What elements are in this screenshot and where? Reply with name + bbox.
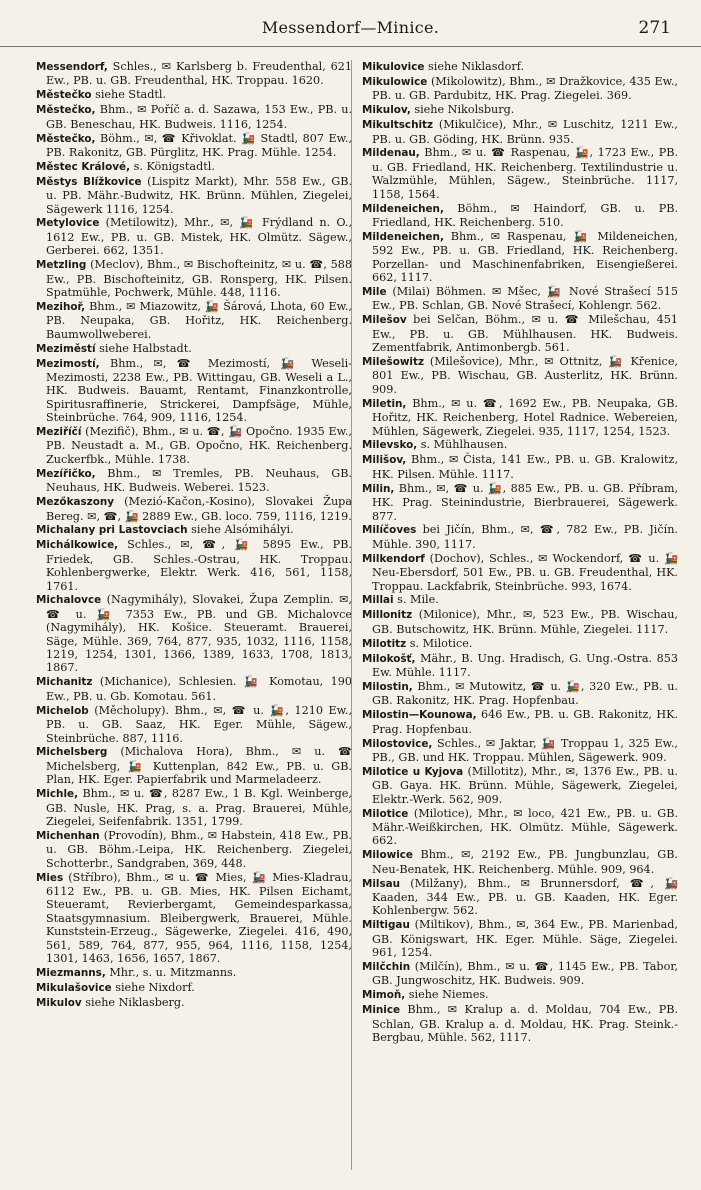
entry-text: s. Mile. <box>397 593 439 607</box>
gazetteer-entry <box>362 202 678 230</box>
entry-headword: Metzling <box>36 259 87 272</box>
entry-text: siehe Nixdorf. <box>115 980 195 994</box>
gazetteer-entry <box>36 704 352 745</box>
entry-headword: Milevsko, <box>362 439 418 452</box>
entry-text: (Dochov), Schles., ✉ Wockendorf, ☎ u. 🚂 Neu-Ebersdorf, 501 Ew., PB. u. GB. Freudenthal, HK. Troppau. Lackfabrik, Steinbrüche. 993, 1674. <box>372 551 678 593</box>
entry-headword: Mikulov <box>36 996 82 1009</box>
gazetteer-entry <box>36 675 352 703</box>
entry-headword: Mikulov, <box>362 104 411 117</box>
entry-headword: Meziříčí <box>36 426 82 439</box>
entry-headword: Milin, <box>362 482 395 495</box>
entry-headword: Michálkowice, <box>36 539 119 552</box>
entry-headword: Michenhan <box>36 829 100 842</box>
entry-text: s. Königstadtl. <box>133 159 215 173</box>
entry-text: (Nagymihály), Slovakei, Župa Zemplin. ✉, ☎ u. 🚂 7353 Ew., PB. und GB. Michalovce (Nagymihály), HK. Košice. Steueramt. Brauerei, Säge, Mühle. 369, 764, 877, 935, 1032, 1116, 1158, 1219, 1254, 1301, 1366, 1389, 1633, 1708, 1813, 1867. <box>46 593 352 675</box>
entry-text: Bhm., ✉ Čista, 141 Ew., PB. u. GB. Kralowitz, HK. Pilsen. Mühle. 1117. <box>372 453 678 481</box>
entry-headword: Mezířičko, <box>36 467 96 480</box>
entry-headword: Meziměstí <box>36 342 96 355</box>
entry-headword: Mikultschitz <box>362 119 434 132</box>
entry-text: Bhm., ✉ Miazowitz, 🚂 Šárová, Lhota, 60 Ew., PB. Neupaka, GB. Hořitz, HK. Reichenberg. Baumwollweberei. <box>46 299 352 341</box>
entry-headword: Mile <box>362 286 387 298</box>
entry-text: (Milonice), Mhr., ✉, 523 Ew., PB. Wischau, GB. Butschowitz, HK. Brünn. Mühle, Ziegelei. 1117. <box>372 608 678 636</box>
gazetteer-entry <box>362 60 678 74</box>
entry-headword: Michalany pri Lastovciach <box>36 524 188 537</box>
entry-headword: Milsau <box>362 877 401 890</box>
entry-text: (Michalova Hora), Bhm., ✉ u. ☎ Michelsberg, 🚂 Kuttenplan, 842 Ew., PB. u. GB. Plan, HK. Eger. Papierfabrik und Marmeladeerz. <box>46 745 352 787</box>
entry-text: Mähr., B. Ung. Hradisch, G. Ung.-Ostra. 853 Ew. Mühle. 1117. <box>372 651 678 679</box>
gazetteer-entry <box>36 357 352 425</box>
entry-text: (Milotice), Mhr., ✉ loco, 421 Ew., PB. u. GB. Mähr.-Weißkirchen, HK. Olmütz. Mühle, Sägewerk. 662. <box>372 806 678 848</box>
entry-headword: Městečko, <box>36 132 96 145</box>
gazetteer-entry <box>36 593 352 674</box>
entry-headword: Michanitz <box>36 676 93 689</box>
entry-headword: Milowice <box>362 849 413 862</box>
entry-headword: Milčchin <box>362 961 411 973</box>
gazetteer-entry <box>362 438 678 452</box>
entry-text: (Mikolowitz), Bhm., ✉ Dražkovice, 435 Ew., PB. u. GB. Pardubitz, HK. Prag. Ziegelei. 369. <box>372 74 678 103</box>
gazetteer-entry <box>362 230 678 285</box>
entry-text: Bhm., ✉, 2192 Ew., PB. Jungbunzlau, GB. Neu-Benatek, HK. Reichenberg. Mühle. 909, 964. <box>372 848 678 876</box>
gazetteer-entry <box>36 160 352 174</box>
entry-text: bei Selčan, Böhm., ✉ u. ☎ Milešchau, 451 Ew., PB. u. GB. Mühlhausen. HK. Budweis. Zementfabrik, Antimonbergb. 561. <box>372 313 678 355</box>
entry-text: (Miltikov), Bhm., ✉, 364 Ew., PB. Marienbad, GB. Königswart, HK. Eger. Mühle. Säge, Ziegelei. 961, 1254. <box>372 918 678 960</box>
entry-headword: Michelsberg <box>36 746 108 759</box>
gazetteer-entry <box>36 829 352 870</box>
entry-headword: Mikulowice <box>362 75 428 88</box>
gazetteer-entry <box>36 981 352 995</box>
entry-text: (Provodín), Bhm., ✉ Habstein, 418 Ew., PB. u. GB. Böhm.-Leipa, HK. Reichenberg. Ziegelei, Schotterbr., Sandgraben, 369, 448. <box>46 828 352 870</box>
page-header <box>0 12 701 47</box>
entry-text: Bhm., ✉ u. ☎, 8287 Ew., 1 B. Kgl. Weinberge, GB. Nusle, HK. Prag, s. a. Prag. Brauerei, Mühle, Ziegelei, Seifenfabrik. 1351, 1799. <box>46 787 352 828</box>
entry-text: siehe Niklasberg. <box>85 995 185 1009</box>
gazetteer-entry <box>362 652 678 680</box>
gazetteer-entry <box>362 482 678 523</box>
entry-headword: Mezimostí, <box>36 357 100 370</box>
entry-headword: Michelob <box>36 704 89 717</box>
entry-headword: Mies <box>36 871 64 884</box>
entry-text: Bhm., ✉ u. ☎ Raspenau, 🚂, 1723 Ew., PB. u. GB. Friedland, HK. Reichenberg. Textilindustrie u. Walzmühle, Mühlen, Sägew., Steinbrüche. 1117, 1158, 1564. <box>372 146 679 201</box>
entry-text: (Lispitz Markt), Mhr. 558 Ew., GB. u. PB. Mähr.-Budwitz, HK. Brünn. Mühlen, Ziegelei, Sägewerk 1116, 1254. <box>46 174 353 216</box>
entry-text: Bhm., ✉ u. ☎, 1692 Ew., PB. Neupaka, GB. Hořitz, HK. Reichenberg, Hotel Radnice. Webereien, Mühlen, Sägewerk, Ziegelei. 935, 1117, 1254, 1523. <box>372 396 678 438</box>
gazetteer-entry <box>36 175 352 216</box>
gazetteer-entry <box>36 745 352 786</box>
entry-headword: Mildeneichen, <box>362 202 444 215</box>
entry-text: siehe Halbstadt. <box>99 341 192 355</box>
entry-headword: Milostin, <box>362 680 413 693</box>
entry-headword: Mildenau, <box>362 147 420 160</box>
entry-text: Schles., ✉ Karlsberg b. Freudenthal, 621 Ew., PB. u. GB. Freudenthal, HK. Troppau. 1620. <box>46 60 352 88</box>
gazetteer-entry <box>36 216 352 257</box>
gazetteer-entry <box>36 966 352 980</box>
entry-headword: Millai <box>362 594 394 607</box>
gazetteer-entry <box>36 342 352 356</box>
entry-headword: Milešov <box>362 314 407 327</box>
gazetteer-entry <box>36 132 352 160</box>
entry-text: bei Jičín, Bhm., ✉, ☎, 782 Ew., PB. Jičín. Mühle. 390, 1117. <box>372 523 678 551</box>
gazetteer-entry <box>362 118 678 146</box>
gazetteer-entry <box>36 258 352 299</box>
entry-headword: Mezőkaszony <box>36 496 115 509</box>
entry-headword: Milostin—Kounowa, <box>362 709 477 722</box>
entry-headword: Mikulovice <box>362 61 425 73</box>
left-column <box>36 60 352 1011</box>
entry-headword: Milotice u Kyjova <box>362 765 464 778</box>
gazetteer-entry <box>362 523 678 551</box>
gazetteer-entry <box>36 523 352 537</box>
entry-headword: Městys Blížkovice <box>36 175 142 188</box>
entry-headword: Milotice <box>362 807 409 820</box>
gazetteer-entry <box>362 103 678 117</box>
entry-headword: Milkendorf <box>362 552 425 565</box>
entry-headword: Michalovce <box>36 594 102 607</box>
entry-headword: Miltigau <box>362 919 410 932</box>
entry-headword: Millonitz <box>362 609 413 622</box>
gazetteer-entry <box>362 765 678 806</box>
entry-text: (Mikulčice), Mhr., ✉ Luschitz, 1211 Ew., PB. u. GB. Göding, HK. Brünn. 935. <box>372 118 678 146</box>
entry-headword: Milišov, <box>362 454 407 467</box>
gazetteer-entry <box>362 918 678 959</box>
entry-text: 646 Ew., PB. u. GB. Rakonitz, HK. Prag. Hopfenbau. <box>372 708 678 736</box>
entry-headword: Messendorf, <box>36 61 108 73</box>
entry-text: (Milai) Böhmen. ✉ Mšec, 🚂 Nové Strašecí 515 Ew., PB. Schlan, GB. Nové Strašecí, Kohlengr. 562. <box>372 285 678 313</box>
gazetteer-entry <box>36 425 352 466</box>
gazetteer-entry <box>362 807 678 848</box>
entry-text: Bhm., ✉, ☎ Mezimostí, 🚂 Weseli-Mezimosti, 2238 Ew., PB. Wittingau, GB. Weseli a L., HK. Budweis. Bauamt, Rentamt, Finanzkontrolle, Spiritusraffinerie, Strickerei, Dampfsäge, Mühle, Steinbrüche. 764, 909, 1116, 1254. <box>46 356 352 425</box>
gazetteer-entry <box>362 146 678 201</box>
entry-text: siehe Alsómihályi. <box>191 523 294 537</box>
gazetteer-entry <box>36 300 352 341</box>
entry-text: Bhm., ✉ Poříč a. d. Sazawa, 153 Ew., PB. u. GB. Beneschau, HK. Budweis. 1116, 1254. <box>46 103 352 131</box>
entry-headword: Minice <box>362 1004 401 1017</box>
entry-headword: Mikulašovice <box>36 981 112 994</box>
running-title: Messendorf—Minice. <box>261 18 440 37</box>
entry-headword: Metylovice <box>36 217 100 230</box>
entry-text: (Mezió-Kačon,-Kosino), Slovakei Župa Bereg. ✉, ☎, 🚂 2889 Ew., GB. loco. 759, 1116, 1219. <box>46 495 352 523</box>
entry-text: (Metilowitz), Mhr., ✉, 🚂 Frýdland n. O., 1612 Ew., PB. u. GB. Mistek, HK. Olmütz. Sägew., Gerberei. 662, 1351. <box>46 216 352 258</box>
gazetteer-entry <box>36 996 352 1010</box>
entry-text: s. Mühlhausen. <box>420 438 508 452</box>
entry-text: Bhm., ✉, ☎ u. 🚂, 885 Ew., PB. u. GB. Příbram, HK. Prag. Steinindustrie, Bierbrauerei, Sägewerk. 877. <box>372 481 678 523</box>
entry-text: Böhm., ✉, ☎ Křivoklat. 🚂 Stadtl, 807 Ew., PB. Rakonitz, GB. Pürglitz, HK. Prag. Mühle. 1254. <box>46 131 352 159</box>
gazetteer-entry <box>362 593 678 607</box>
entry-headword: Miletin, <box>362 397 407 410</box>
entry-text: (Mezifič), Bhm., ✉ u. ☎, 🚂 Opočno. 1935 Ew., PB. Neustadt a. M., GB. Opočno, HK. Reichenberg. Zuckerfbk., Mühle. 1738. <box>46 425 352 466</box>
gazetteer-entry <box>36 495 352 523</box>
gazetteer-entry <box>362 877 678 918</box>
gazetteer-entry <box>362 848 678 876</box>
page-number: 271 <box>638 18 671 38</box>
gazetteer-entry <box>362 680 678 708</box>
entry-text: Schles., ✉ Jaktar, 🚂 Troppau 1, 325 Ew., PB., GB. und HK. Troppau. Mühlen, Sägewerk. 909. <box>372 736 678 764</box>
gazetteer-entry <box>362 552 678 593</box>
entry-text: Bhm., ✉ Raspenau, 🚂 Mildeneichen, 592 Ew., PB. u. GB. Friedland, HK. Reichenberg. Porzellan- und Maschinenfabriken, Eisengießerei. 662, 1117. <box>372 229 678 285</box>
entry-text: siehe Stadtl. <box>95 88 167 102</box>
entry-text: siehe Nikolsburg. <box>414 103 515 117</box>
entry-headword: Mimoň, <box>362 989 406 1002</box>
gazetteer-entry <box>36 787 352 828</box>
gazetteer-entry <box>36 88 352 102</box>
entry-headword: Milotitz <box>362 637 407 650</box>
entry-headword: Miezmanns, <box>36 966 106 979</box>
entry-headword: Milokošť, <box>362 652 416 665</box>
gazetteer-entry <box>36 103 352 131</box>
entry-text: (Milčín), Bhm., ✉ u. ☎, 1145 Ew., PB. Tabor, GB. Jungwoschitz, HK. Budweis. 909. <box>372 960 678 988</box>
gazetteer-entry <box>362 285 678 313</box>
entry-headword: Městečko <box>36 89 92 102</box>
gazetteer-entry <box>362 313 678 354</box>
entry-text: Mhr., s. u. Mitzmanns. <box>109 965 237 979</box>
entry-text: s. Milotice. <box>409 636 473 650</box>
entry-text: (Millotitz), Mhr., ✉, 1376 Ew., PB. u. GB. Gaya. HK. Brünn. Mühle, Sägewerk, Ziegelei, Elektr.-Werk. 562, 909. <box>372 764 678 806</box>
column-divider <box>351 60 352 1170</box>
entry-text: Bhm., ✉ Tremles, PB. Neuhaus, GB. Neuhaus, HK. Budweis. Weberei. 1523. <box>46 466 352 495</box>
gazetteer-entry <box>36 871 352 966</box>
entry-headword: Mezihoř, <box>36 300 86 313</box>
right-column <box>362 60 678 1045</box>
entry-headword: Městec Králové, <box>36 160 131 173</box>
gazetteer-entry <box>362 708 678 736</box>
entry-text: (Michanice), Schlesien. 🚂 Komotau, 190 Ew., PB. u. Gb. Komotau. 561. <box>46 675 352 703</box>
entry-text: (Stříbro), Bhm., ✉ u. ☎ Mies, 🚂 Mies-Kladrau, 6112 Ew., PB. u. GB. Mies, HK. Pilsen Eichamt, Steueramt, Revierbergamt, Gemeindesparkassa, Staatsgymnasium. Bleibergwerk, Brauerei, Mühle. Kunststein-Erzeug., Sägewerke, Ziegelei. 416, 490, 561, 589, 764, 877, 955, 964, 1116, 1158, 1254, 1301, 1463, 1656, 1657, 1867. <box>46 870 352 965</box>
gazetteer-entry <box>362 453 678 481</box>
entry-text: siehe Niklasdorf. <box>428 60 525 73</box>
entry-text: (Milžany), Bhm., ✉ Brunnersdorf, ☎, 🚂 Kaaden, 344 Ew., PB. u. GB. Kaaden, HK. Eger. Kohlenbergw. 562. <box>372 876 678 918</box>
gazetteer-entry <box>362 397 678 438</box>
entry-headword: Milostovice, <box>362 737 433 750</box>
entry-text: (Měcholupy). Bhm., ✉, ☎ u. 🚂, 1210 Ew., PB. u. GB. Saaz, HK. Eger. Mühle, Sägew., Steinbrüche. 887, 1116. <box>46 703 353 745</box>
entry-text: (Meclov), Bhm., ✉ Bischofteinitz, ✉ u. ☎, 588 Ew., PB. Bischofteinitz, GB. Ronsperg, HK. Pilsen. Spatmühle, Pochwerk, Mühle. 448, 1116. <box>46 258 353 299</box>
gazetteer-entry <box>362 988 678 1002</box>
gazetteer-entry <box>36 467 352 495</box>
entry-text: Bhm., ✉ Mutowitz, ☎ u. 🚂, 320 Ew., PB. u. GB. Rakonitz, HK. Prag. Hopfenbau. <box>372 679 678 708</box>
gazetteer-entry <box>362 355 678 396</box>
entry-headword: Milešowitz <box>362 356 425 369</box>
gazetteer-entry <box>362 75 678 103</box>
gazetteer-entry <box>362 637 678 651</box>
gazetteer-entry <box>362 960 678 988</box>
gazetteer-entry <box>362 1003 678 1044</box>
entry-headword: Městečko, <box>36 104 96 117</box>
entry-text: Böhm., ✉ Haindorf, GB. u. PB. Friedland, HK. Reichenberg. 510. <box>372 201 678 229</box>
entry-headword: Michle, <box>36 788 79 801</box>
gazetteer-entry <box>36 538 352 593</box>
entry-text: (Milešovice), Mhr., ✉ Ottnitz, 🚂 Křenice, 801 Ew., PB. Wischau, GB. Austerlitz, HK. Brünn. 909. <box>372 355 678 396</box>
gazetteer-entry <box>362 608 678 636</box>
entry-text: Schles., ✉, ☎, 🚂 5895 Ew., PB. Friedek, GB. Schles.-Ostrau, HK. Troppau. Kohlenbergwerke, Elektr. Werk. 416, 561, 1158, 1761. <box>46 538 352 593</box>
entry-text: siehe Niemes. <box>408 988 489 1002</box>
entry-headword: Mildeneichen, <box>362 230 444 243</box>
entry-headword: Milíčoves <box>362 524 417 537</box>
gazetteer-entry <box>36 60 352 88</box>
gazetteer-entry <box>362 737 678 765</box>
entry-text: Bhm., ✉ Kralup a. d. Moldau, 704 Ew., PB. Schlan, GB. Kralup a. d. Moldau, HK. Prag. Steink.-Bergbau, Mühle. 562, 1117. <box>372 1003 679 1045</box>
